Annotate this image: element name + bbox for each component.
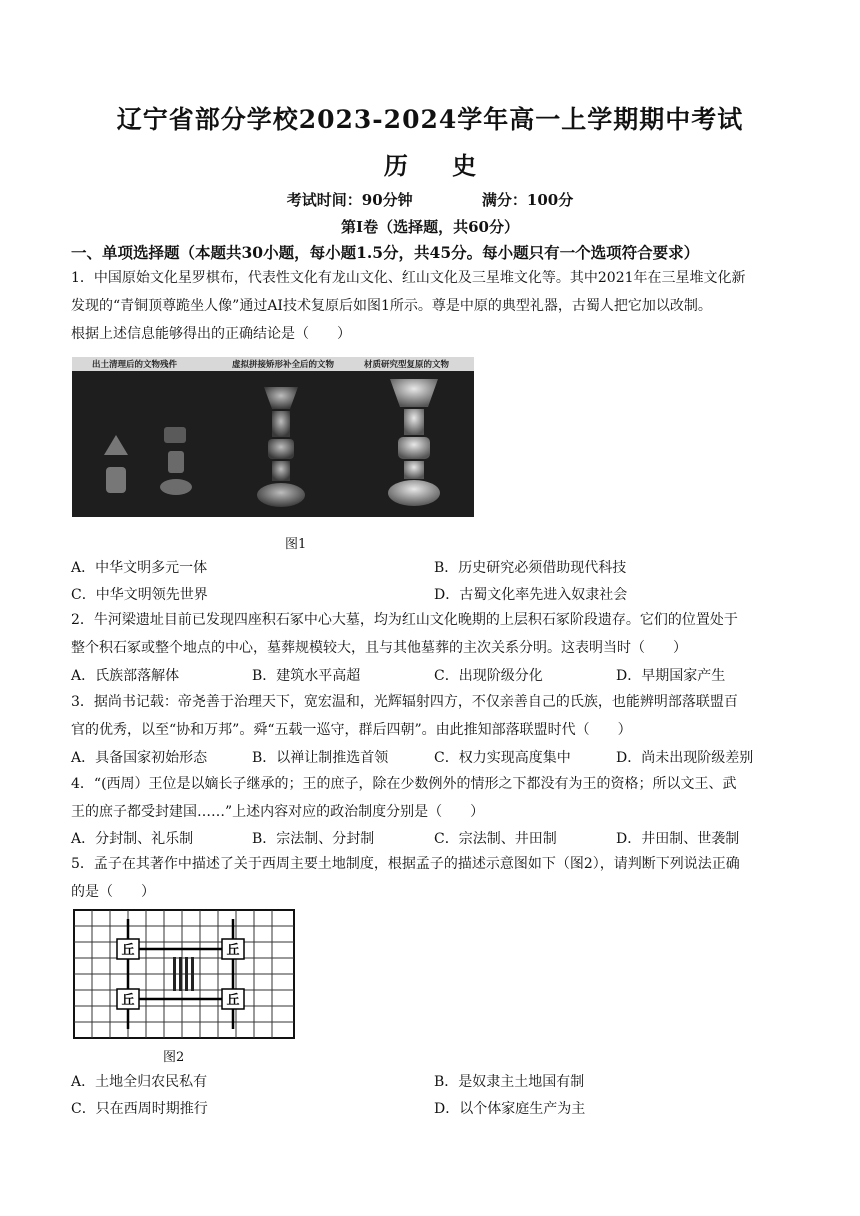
exam-title: 辽宁省部分学校2023-2024学年高一上学期期中考试: [116, 105, 744, 134]
q1-option-b[interactable]: B．历史研究必须借助现代科技: [434, 560, 627, 576]
well-field-grid: [73, 909, 295, 1039]
question-line: 4．“(西周）王位是以嫡长子继承的；王的庶子，除在少数例外的情形之下都没有为王的资格；所以文王、武: [71, 776, 737, 792]
question-2-stem: [71, 606, 793, 662]
q5-option-b[interactable]: B．是奴隶主土地国有制: [434, 1074, 585, 1090]
question-line: 5．孟子在其著作中描述了关于西周主要土地制度，根据孟子的描述示意图如下（图2），请判断下列说法正确: [71, 856, 740, 872]
figure-label-left: 出土清理后的文物残件: [92, 360, 178, 370]
bronze-artifacts-image: [72, 357, 474, 517]
q3-option-a[interactable]: A．具备国家初始形态: [71, 750, 208, 766]
question-line: 的是（ ）: [71, 884, 155, 900]
exam-meta: [0, 189, 860, 210]
q3-option-b[interactable]: B．以禅让制推选首领: [252, 750, 389, 766]
question-line: 王的庶子都受封建国……”上述内容对应的政治制度分别是（ ）: [71, 804, 485, 820]
question-5-stem: [71, 850, 793, 906]
subject-title: 历 史: [383, 151, 495, 180]
q4-option-d[interactable]: D．井田制、世袭制: [616, 831, 740, 847]
q2-option-d[interactable]: D．早期国家产生: [616, 668, 726, 684]
figure-2-mark: 丘: [121, 993, 135, 1008]
question-line: 根据上述信息能够得出的正确结论是（ ）: [71, 326, 351, 342]
figure-label-middle: 虚拟拼接矫形补全后的文物: [232, 360, 335, 370]
exam-score: 满分：100分: [481, 191, 574, 209]
question-line: 整个积石冢或整个地点的中心，墓葬规模较大，且与其他墓葬的主次关系分明。这表明当时（ ）: [71, 640, 687, 656]
question-1-stem: [71, 264, 793, 348]
question-4-stem: [71, 770, 793, 826]
figure-2-well-field-diagram: [73, 909, 295, 1039]
q5-option-a[interactable]: A．土地全归农民私有: [71, 1074, 208, 1090]
q1-option-a[interactable]: A．中华文明多元一体: [71, 560, 208, 576]
q1-option-c[interactable]: C．中华文明领先世界: [71, 587, 208, 603]
section-heading: 一、单项选择题（本题共30小题，每小题1.5分，共45分。每小题只有一个选项符合要求）: [71, 243, 700, 262]
q3-option-c[interactable]: C．权力实现高度集中: [434, 750, 571, 766]
exam-time: 考试时间：90分钟: [286, 191, 413, 209]
question-line: 发现的“青铜顶尊跪坐人像”通过AI技术复原后如图1所示。尊是中原的典型礼器，古蜀人把它加以改制。: [71, 298, 712, 314]
question-line: 官的优秀，以至“协和万邦”。舜“五载一巡守，群后四朝”。由此推知部落联盟时代（ ）: [71, 722, 632, 738]
q5-option-c[interactable]: C．只在西周时期推行: [71, 1101, 208, 1117]
volume-heading: 第Ⅰ卷（选择题，共60分）: [341, 218, 519, 236]
q3-option-d[interactable]: D．尚未出现阶级差别: [616, 750, 754, 766]
question-line: 1．中国原始文化星罗棋布，代表性文化有龙山文化、红山文化及三星堆文化等。其中2021年在三星堆文化新: [71, 270, 746, 286]
q1-option-d[interactable]: D．古蜀文化率先进入奴隶社会: [434, 587, 628, 603]
figure-2-caption: 图2: [163, 1050, 185, 1065]
q5-option-d[interactable]: D．以个体家庭生产为主: [434, 1101, 586, 1117]
q4-option-c[interactable]: C．宗法制、井田制: [434, 831, 557, 847]
figure-1-caption: 图1: [285, 537, 307, 552]
figure-1-photo: [72, 357, 474, 517]
figure-2-mark: 丘: [121, 943, 135, 958]
question-line: 2．牛河梁遗址目前已发现四座积石冢中心大墓，均为红山文化晚期的上层积石冢阶段遗存。它们的位置处于: [71, 612, 738, 628]
figure-2-mark: 丘: [226, 943, 240, 958]
q4-option-a[interactable]: A．分封制、礼乐制: [71, 831, 194, 847]
q2-option-b[interactable]: B．建筑水平高超: [252, 668, 361, 684]
figure-label-right: 材质研究型复原的文物: [364, 360, 450, 370]
q4-option-b[interactable]: B．宗法制、分封制: [252, 831, 375, 847]
question-3-stem: [71, 688, 793, 744]
q2-option-a[interactable]: A．氏族部落解体: [71, 668, 180, 684]
question-line: 3．据尚书记载：帝尧善于治理天下，宽宏温和，光辉辐射四方，不仅亲善自己的氏族，也能辨明部落联盟百: [71, 694, 738, 710]
figure-2-mark: 丘: [226, 993, 240, 1008]
q2-option-c[interactable]: C．出现阶级分化: [434, 668, 543, 684]
